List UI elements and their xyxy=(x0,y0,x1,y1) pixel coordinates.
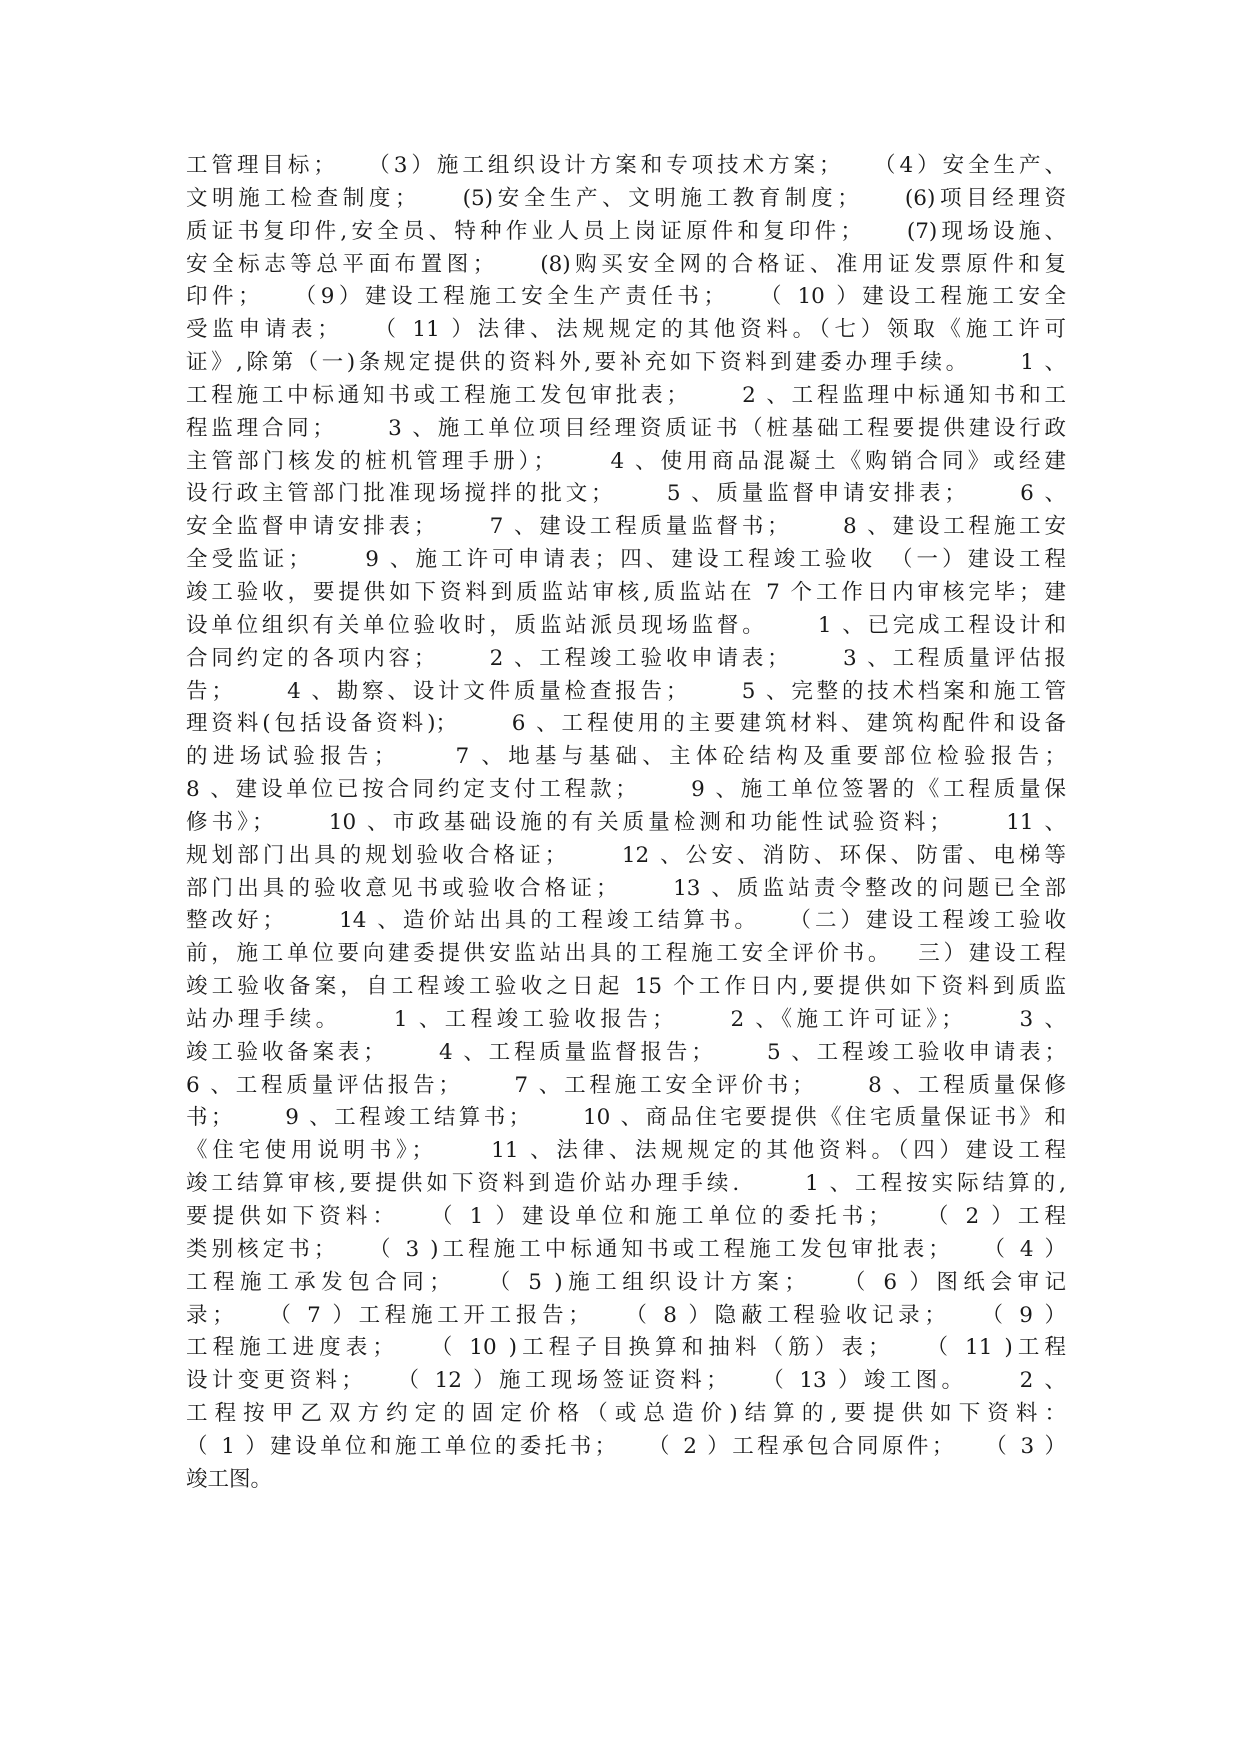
text-line: 全受监证； 9 、施工许可申请表；四、建设工程竣工验收 （一）建设工程 xyxy=(186,547,1066,573)
text-line: 受监申请表； （ 11 ）法律、法规规定的其他资料。（七）领取《施工许可 xyxy=(186,317,1066,343)
text-line: 合同约定的各项内容； 2 、工程竣工验收申请表； 3 、工程质量评估报 xyxy=(186,645,1066,671)
text-line: 工程施工中标通知书或工程施工发包审批表； 2 、工程监理中标通知书和工 xyxy=(186,382,1066,408)
text-line: 证》,除第（一)条规定提供的资料外,要补充如下资料到建委办理手续。 1 、 xyxy=(186,350,1066,376)
text-line: 理资料(包括设备资料)； 6 、工程使用的主要建筑材料、建筑构配件和设备 xyxy=(186,711,1066,737)
text-line: 主管部门核发的桩机管理手册）； 4 、使用商品混凝土《购销合同》或经建 xyxy=(186,448,1066,474)
text-line: 竣工图。 xyxy=(186,1466,273,1492)
text-line: 竣工验收，要提供如下资料到质监站审核,质监站在 7 个工作日内审核完毕；建 xyxy=(186,579,1066,605)
text-line: 要提供如下资料： （ 1 ）建设单位和施工单位的委托书； （ 2 ）工程 xyxy=(186,1204,1066,1229)
text-line: 告； 4 、勘察、设计文件质量检查报告； 5 、完整的技术档案和施工管 xyxy=(186,678,1066,704)
text-line: 6 、工程质量评估报告； 7 、工程施工安全评价书； 8 、工程质量保修 xyxy=(186,1072,1066,1098)
text-line: 设行政主管部门批准现场搅拌的批文； 5 、质量监督申请安排表； 6 、 xyxy=(186,481,1066,507)
text-line: 录； （ 7 ）工程施工开工报告； （ 8 ）隐蔽工程验收记录； （ 9 ） xyxy=(186,1302,1066,1328)
text-line: 8 、建设单位已按合同约定支付工程款； 9 、施工单位签署的《工程质量保 xyxy=(186,777,1066,803)
text-line: 工程按甲乙双方约定的固定价格（或总造价)结算的,要提供如下资料： xyxy=(186,1401,1066,1427)
text-line: 竣工验收备案，自工程竣工验收之日起 15 个工作日内,要提供如下资料到质监 xyxy=(186,974,1066,1000)
text-line: 整改好； 14 、造价站出具的工程竣工结算书。 （二）建设工程竣工验收 xyxy=(186,908,1066,934)
text-line: 前，施工单位要向建委提供安监站出具的工程施工安全评价书。 三）建设工程 xyxy=(186,941,1066,967)
document-body-text xyxy=(186,150,1066,1497)
text-line: 安全标志等总平面布置图； (8)购买安全网的合格证、准用证发票原件和复 xyxy=(186,251,1066,277)
text-line: 设计变更资料； （ 12 ）施工现场签证资料； （ 13 ）竣工图。 2 、 xyxy=(186,1368,1066,1394)
text-line: 竣工验收备案表； 4 、工程质量监督报告； 5 、工程竣工验收申请表； xyxy=(186,1039,1066,1065)
text-line: （ 1 ）建设单位和施工单位的委托书； （ 2 ）工程承包合同原件； （ 3 ） xyxy=(186,1433,1066,1459)
text-line: 工程施工承发包合同； （ 5 )施工组织设计方案； （ 6 ）图纸会审记 xyxy=(186,1269,1066,1295)
text-line: 文明施工检查制度； (5)安全生产、文明施工教育制度； (6)项目经理资 xyxy=(186,185,1066,211)
text-line: 的进场试验报告； 7 、地基与基础、主体砼结构及重要部位检验报告； xyxy=(186,744,1066,770)
text-line: 工管理目标； （3）施工组织设计方案和专项技术方案； （4）安全生产、 xyxy=(186,153,1066,178)
text-line: 《住宅使用说明书》； 11 、法律、法规规定的其他资料。（四）建设工程 xyxy=(186,1138,1066,1164)
text-line: 书； 9 、工程竣工结算书； 10 、商品住宅要提供《住宅质量保证书》和 xyxy=(186,1105,1066,1131)
text-line: 修书》； 10 、市政基础设施的有关质量检测和功能性试验资料； 11 、 xyxy=(186,809,1066,835)
text-line: 竣工结算审核,要提供如下资料到造价站办理手续. 1 、工程按实际结算的, xyxy=(186,1171,1066,1197)
text-line: 工程施工进度表； （ 10 )工程子目换算和抽料（筋）表； （ 11 )工程 xyxy=(186,1335,1066,1361)
text-line: 印件； （9）建设工程施工安全生产责任书； （ 10 ）建设工程施工安全 xyxy=(186,284,1066,310)
text-line: 类别核定书； （ 3 )工程施工中标通知书或工程施工发包审批表； （ 4 ） xyxy=(186,1236,1066,1262)
text-line: 站办理手续。 1 、工程竣工验收报告； 2 、《施工许可证》； 3 、 xyxy=(186,1006,1066,1032)
text-line: 部门出具的验收意见书或验收合格证； 13 、质监站责令整改的问题已全部 xyxy=(186,875,1066,901)
text-line: 质证书复印件,安全员、特种作业人员上岗证原件和复印件； (7)现场设施、 xyxy=(186,218,1066,244)
text-line: 设单位组织有关单位验收时，质监站派员现场监督。 1 、已完成工程设计和 xyxy=(186,612,1066,638)
text-line: 规划部门出具的规划验收合格证； 12 、公安、消防、环保、防雷、电梯等 xyxy=(186,842,1066,868)
text-line: 安全监督申请安排表； 7 、建设工程质量监督书； 8 、建设工程施工安 xyxy=(186,514,1066,540)
text-line: 程监理合同； 3 、施工单位项目经理资质证书（桩基础工程要提供建设行政 xyxy=(186,415,1066,441)
